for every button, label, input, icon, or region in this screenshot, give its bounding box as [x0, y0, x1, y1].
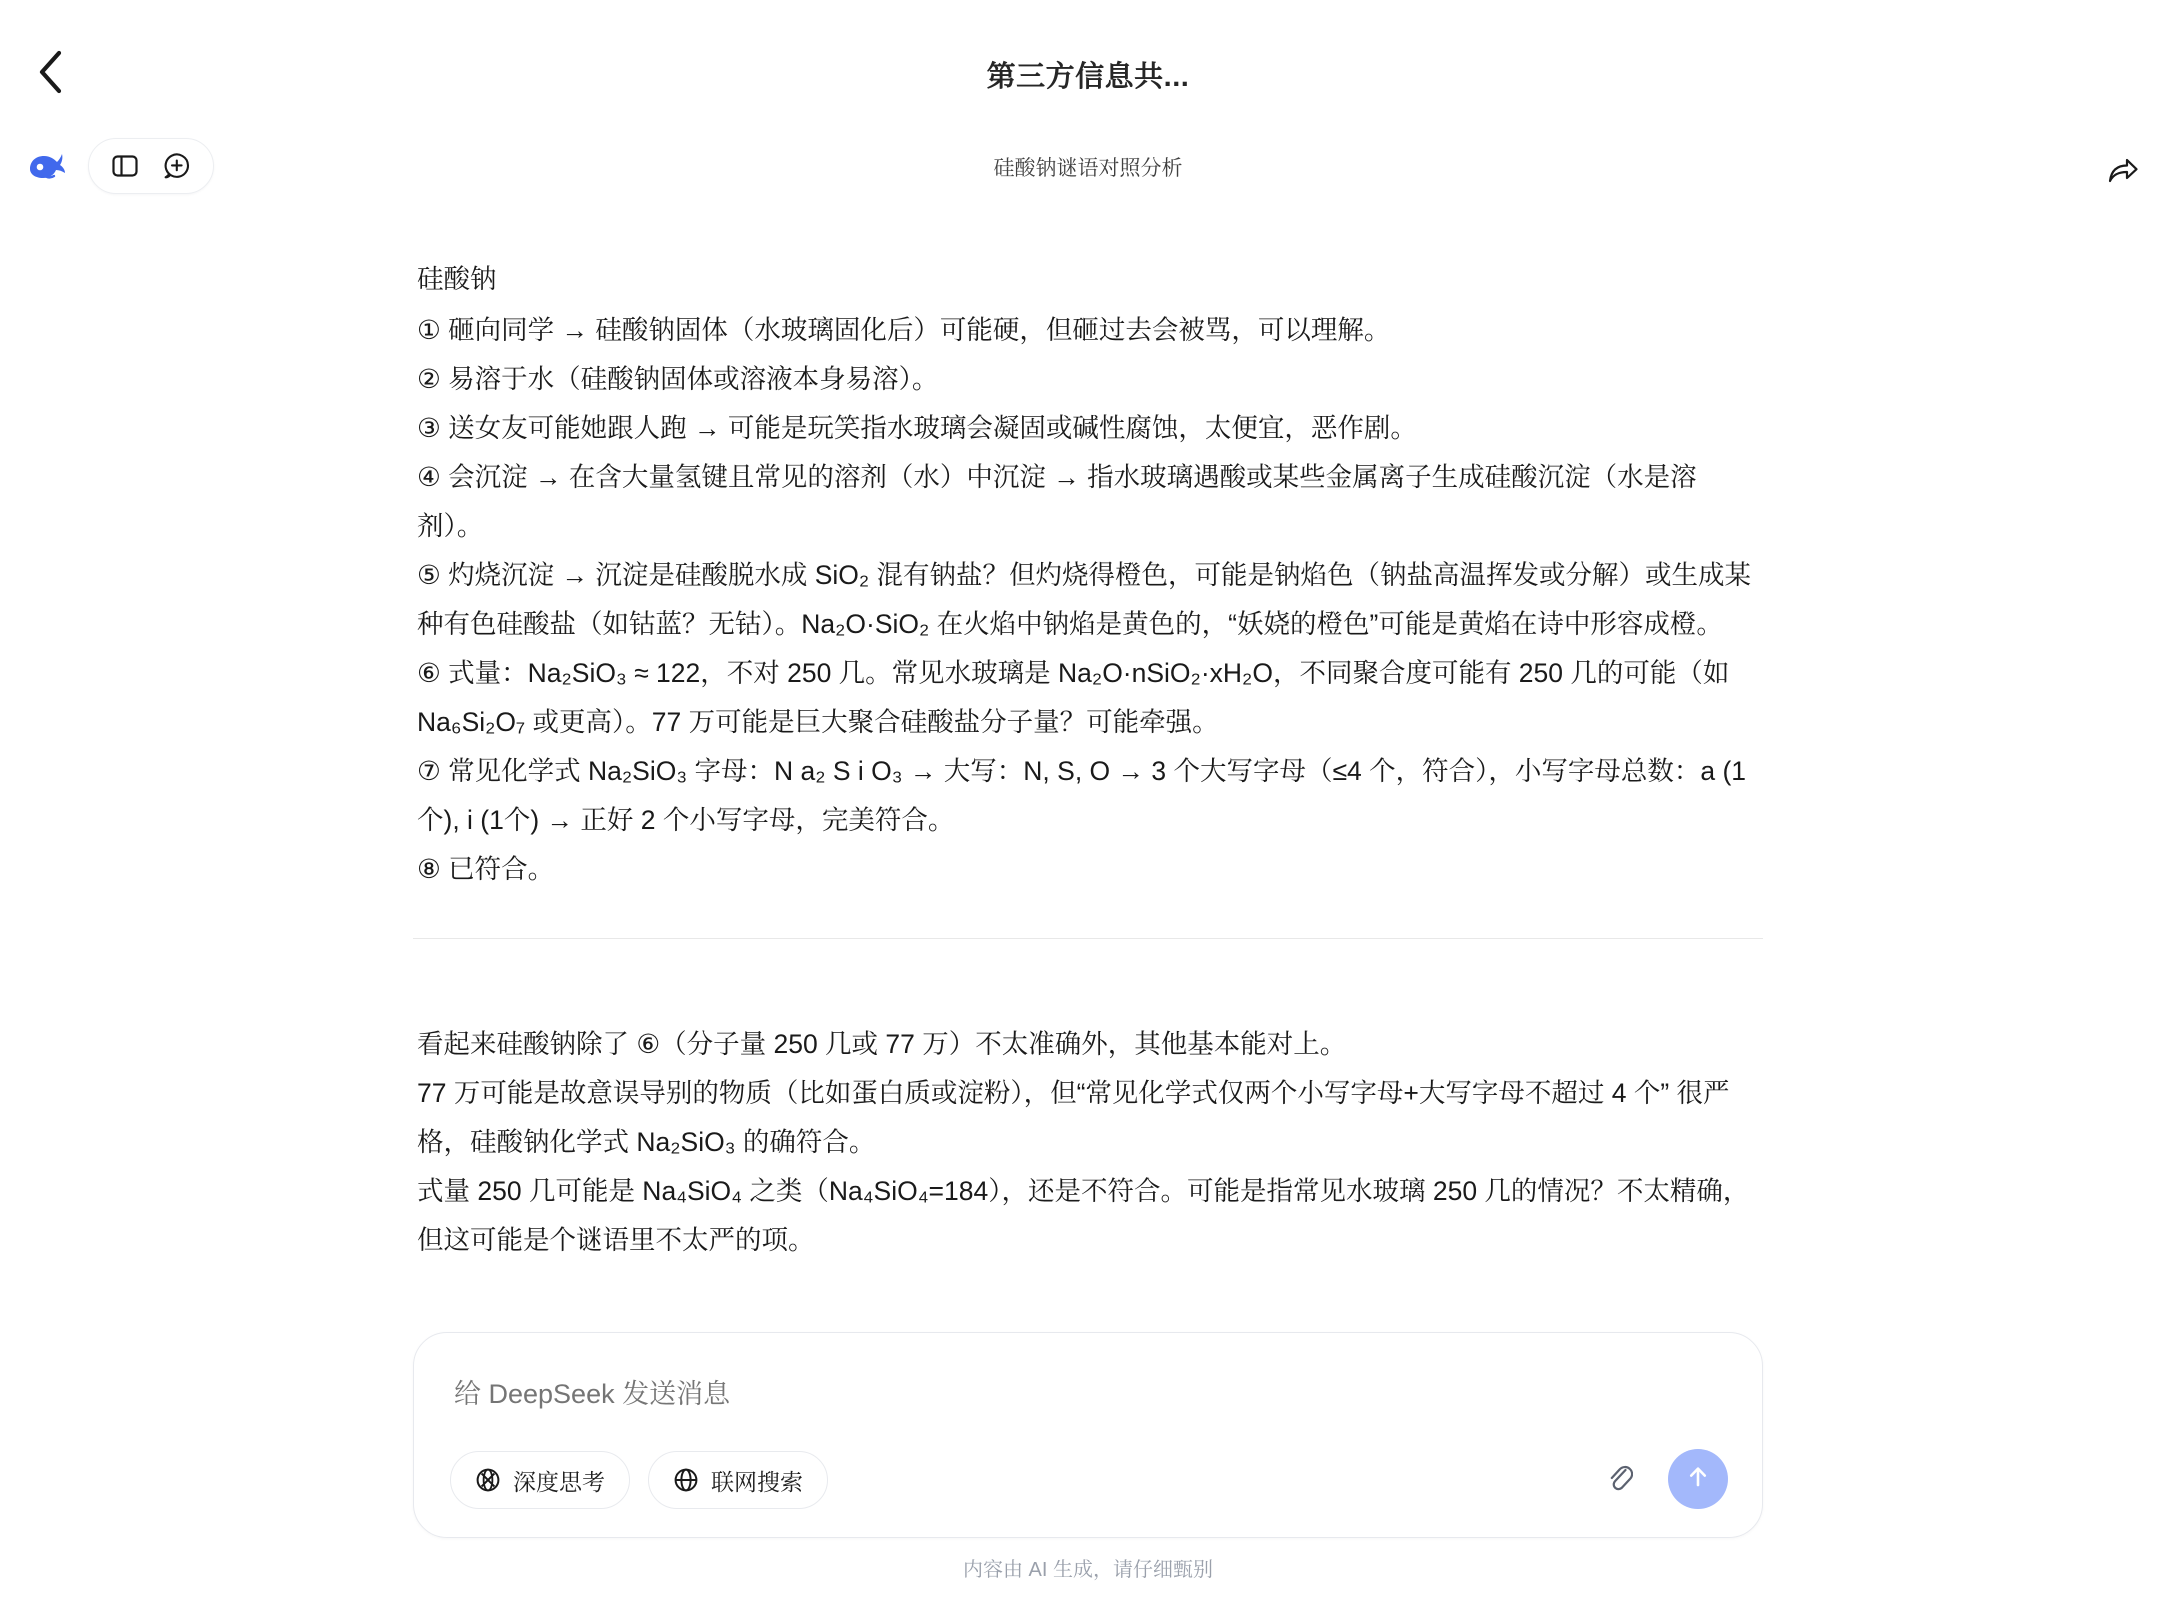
- message-item: ① 砸向同学 → 硅酸钠固体（水玻璃固化后）可能硬，但砸过去会被骂，可以理解。: [417, 315, 1391, 345]
- assistant-conclusion: [413, 975, 1763, 1265]
- message-item: ② 易溶于水（硅酸钠固体或溶液本身易溶）。: [417, 364, 939, 394]
- ai-disclaimer: 内容由 AI 生成，请仔细甄别: [962, 1559, 1213, 1581]
- message-item: ⑤ 灼烧沉淀 → 沉淀是硅酸脱水成 SiO₂ 混有钠盐？但灼烧得橙色，可能是钠焰色（钠盐高温挥发或分解）或生成某种有色硅酸盐（如钴蓝？无钴）。Na₂O·SiO₂ 在火焰中钠焰是黄色的，“妖娆的橙色”可能是黄焰在诗中形容成橙。: [417, 560, 1752, 639]
- sidebar-toggle-icon: [110, 151, 140, 181]
- message-item: ⑧ 已符合。: [417, 854, 555, 884]
- section-divider: [413, 938, 1763, 939]
- composer-wrapper: [0, 1332, 2176, 1538]
- sidebar-toggle-button[interactable]: [99, 140, 151, 192]
- conclusion-paragraph: 77 万可能是故意误导别的物质（比如蛋白质或淀粉），但“常见化学式仅两个小写字母+大写字母不超过 4 个” 很严格，硅酸钠化学式 Na₂SiO₃ 的确符合。: [417, 1078, 1730, 1157]
- quick-actions-toolbar: [88, 138, 214, 194]
- arrow-up-icon: [1683, 1462, 1713, 1497]
- deepseek-whale-logo[interactable]: [24, 143, 70, 189]
- message-item: ⑦ 常见化学式 Na₂SiO₃ 字母：N a₂ S i O₃ → 大写：N, S, O → 3 个大写字母（≤4 个，符合），小写字母总数：a (1个), i (1个) → 正好 2 个小写字母，完美符合。: [417, 756, 1747, 835]
- composer-actions: [1596, 1449, 1728, 1509]
- conclusion-paragraph: 看起来硅酸钠除了 ⑥（分子量 250 几或 77 万）不太准确外，其他基本能对上。: [417, 1029, 1347, 1059]
- message-composer[interactable]: [413, 1332, 1763, 1538]
- new-chat-plus-icon: [162, 151, 192, 181]
- web-search-toggle[interactable]: [648, 1451, 828, 1509]
- message-input[interactable]: [454, 1377, 1722, 1411]
- conversation-subtitle: 硅酸钠谜语对照分析: [993, 157, 1183, 180]
- deep-think-icon: [475, 1467, 501, 1493]
- deep-think-toggle[interactable]: [450, 1451, 630, 1509]
- deep-think-label: 深度思考: [513, 1468, 605, 1495]
- new-chat-button[interactable]: [151, 140, 203, 192]
- brand-toolbar-row: [24, 138, 214, 194]
- conversation-scroll-area[interactable]: [0, 210, 2176, 1300]
- web-search-label: 联网搜索: [711, 1468, 803, 1495]
- paperclip-icon: [1605, 1461, 1633, 1498]
- attach-file-button[interactable]: [1596, 1450, 1642, 1508]
- message-heading: 硅酸钠: [417, 264, 497, 294]
- send-message-button[interactable]: [1668, 1449, 1728, 1509]
- message-item: ④ 会沉淀 → 在含大量氢键且常见的溶剂（水）中沉淀 → 指水玻璃遇酸或某些金属离子生成硅酸沉淀（水是溶剂）。: [417, 462, 1697, 541]
- assistant-message: [413, 210, 1763, 894]
- conclusion-paragraph: 式量 250 几可能是 Na₄SiO₄ 之类（Na₄SiO₄=184），还是不符合。可能是指常见水玻璃 250 几的情况？不太精确，但这可能是个谜语里不太严的项。: [417, 1176, 1750, 1255]
- share-arrow-icon: [2107, 156, 2139, 191]
- message-item: ⑥ 式量：Na₂SiO₃ ≈ 122，不对 250 几。常见水玻璃是 Na₂O·nSiO₂·xH₂O，不同聚合度可能有 250 几的可能（如 Na₆Si₂O₇ 或更高）。77 万可能是巨大聚合硅酸盐分子量？可能牵强。: [417, 658, 1730, 737]
- composer-tool-row: [450, 1451, 828, 1509]
- back-button[interactable]: [22, 44, 78, 100]
- chevron-left-icon: [37, 50, 63, 94]
- share-button[interactable]: [2098, 148, 2148, 198]
- message-item: ③ 送女友可能她跟人跑 → 可能是玩笑指水玻璃会凝固或碱性腐蚀，太便宜，恶作剧。: [417, 413, 1417, 443]
- page-title: 第三方信息共...: [986, 61, 1190, 93]
- globe-search-icon: [673, 1467, 699, 1493]
